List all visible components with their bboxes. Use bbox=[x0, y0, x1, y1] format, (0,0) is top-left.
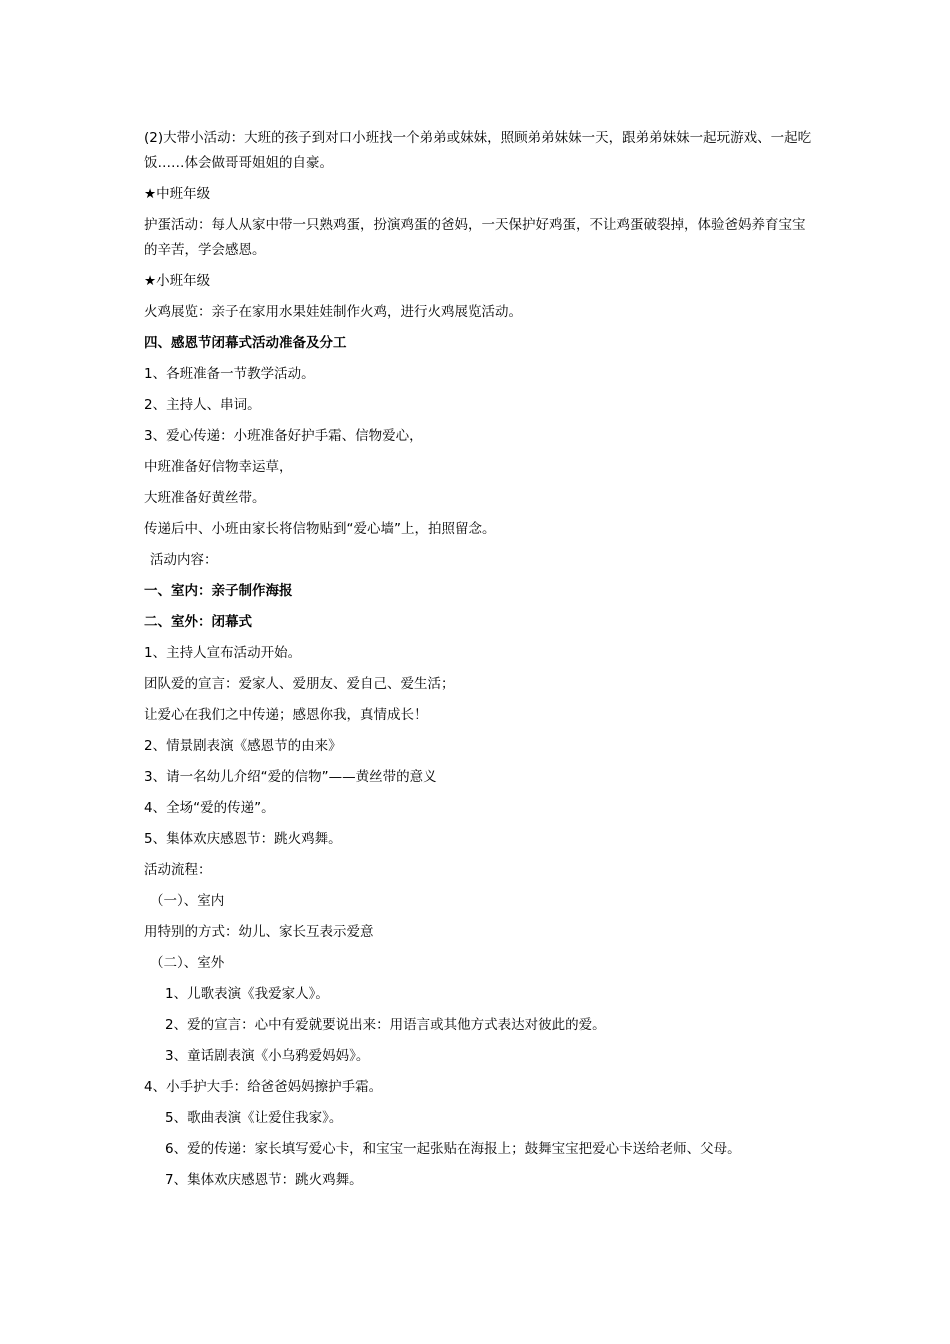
list-item: 3、爱心传递：小班准备好护手霜、信物爱心， bbox=[144, 428, 423, 444]
list-item: 3、童话剧表演《小乌鸦爱妈妈》。 bbox=[165, 1048, 370, 1064]
list-item: 5、集体欢庆感恩节：跳火鸡舞。 bbox=[144, 831, 342, 847]
label-activity-flow: 活动流程： bbox=[144, 862, 212, 878]
list-item: 让爱心在我们之中传递；感恩你我，真情成长！ bbox=[144, 707, 428, 723]
label-activity-content: 活动内容： bbox=[150, 552, 218, 568]
list-item: 1、主持人宣布活动开始。 bbox=[144, 645, 302, 661]
list-item: 5、歌曲表演《让爱住我家》。 bbox=[165, 1110, 343, 1126]
document-body bbox=[144, 126, 816, 1193]
list-item: 大班准备好黄丝带。 bbox=[144, 490, 266, 506]
list-item: 1、各班准备一节教学活动。 bbox=[144, 366, 315, 382]
list-item: 团队爱的宣言：爱家人、爱朋友、爱自己、爱生活； bbox=[144, 676, 455, 692]
list-item: 2、主持人、串词。 bbox=[144, 397, 261, 413]
list-item: 4、全场“爱的传递”。 bbox=[144, 800, 275, 816]
list-item: 7、集体欢庆感恩节：跳火鸡舞。 bbox=[165, 1172, 363, 1188]
heading-middle-class: ★中班年级 bbox=[144, 186, 211, 202]
subheading-outdoor: （二）、室外 bbox=[150, 955, 225, 971]
list-item: 4、小手护大手：给爸爸妈妈擦护手霜。 bbox=[144, 1079, 383, 1095]
list-item: 6、爱的传递：家长填写爱心卡，和宝宝一起张贴在海报上；鼓舞宝宝把爱心卡送给老师、父母。 bbox=[165, 1141, 741, 1157]
list-item: 中班准备好信物幸运草， bbox=[144, 459, 293, 475]
subheading-indoor: （一）、室内 bbox=[150, 893, 225, 909]
list-item: 3、请一名幼儿介绍“爱的信物”——黄丝带的意义 bbox=[144, 769, 437, 785]
list-item: 传递后中、小班由家长将信物贴到“爱心墙”上，拍照留念。 bbox=[144, 521, 496, 537]
paragraph-egg-activity: 护蛋活动：每人从家中带一只熟鸡蛋，扮演鸡蛋的爸妈，一天保护好鸡蛋，不让鸡蛋破裂掉，体验爸妈养育宝宝的辛苦，学会感恩。 bbox=[144, 217, 806, 258]
section-heading-four: 四、感恩节闭幕式活动准备及分工 bbox=[144, 335, 347, 351]
list-item: 2、爱的宣言：心中有爱就要说出来：用语言或其他方式表达对彼此的爱。 bbox=[165, 1017, 606, 1033]
heading-small-class: ★小班年级 bbox=[144, 273, 211, 289]
list-item: 2、情景剧表演《感恩节的由来》 bbox=[144, 738, 342, 754]
section-heading-indoor: 一、室内：亲子制作海报 bbox=[144, 583, 293, 599]
list-item: 1、儿歌表演《我爱家人》。 bbox=[165, 986, 329, 1002]
paragraph-turkey-exhibition: 火鸡展览：亲子在家用水果娃娃制作火鸡，进行火鸡展览活动。 bbox=[144, 304, 522, 320]
paragraph-big-help-small: (2)大带小活动：大班的孩子到对口小班找一个弟弟或妹妹，照顾弟弟妹妹一天，跟弟弟妹妹一起玩游戏、一起吃饭……体会做哥哥姐姐的自豪。 bbox=[144, 130, 812, 171]
section-heading-outdoor: 二、室外：闭幕式 bbox=[144, 614, 252, 630]
list-item: 用特别的方式：幼儿、家长互表示爱意 bbox=[144, 924, 374, 940]
